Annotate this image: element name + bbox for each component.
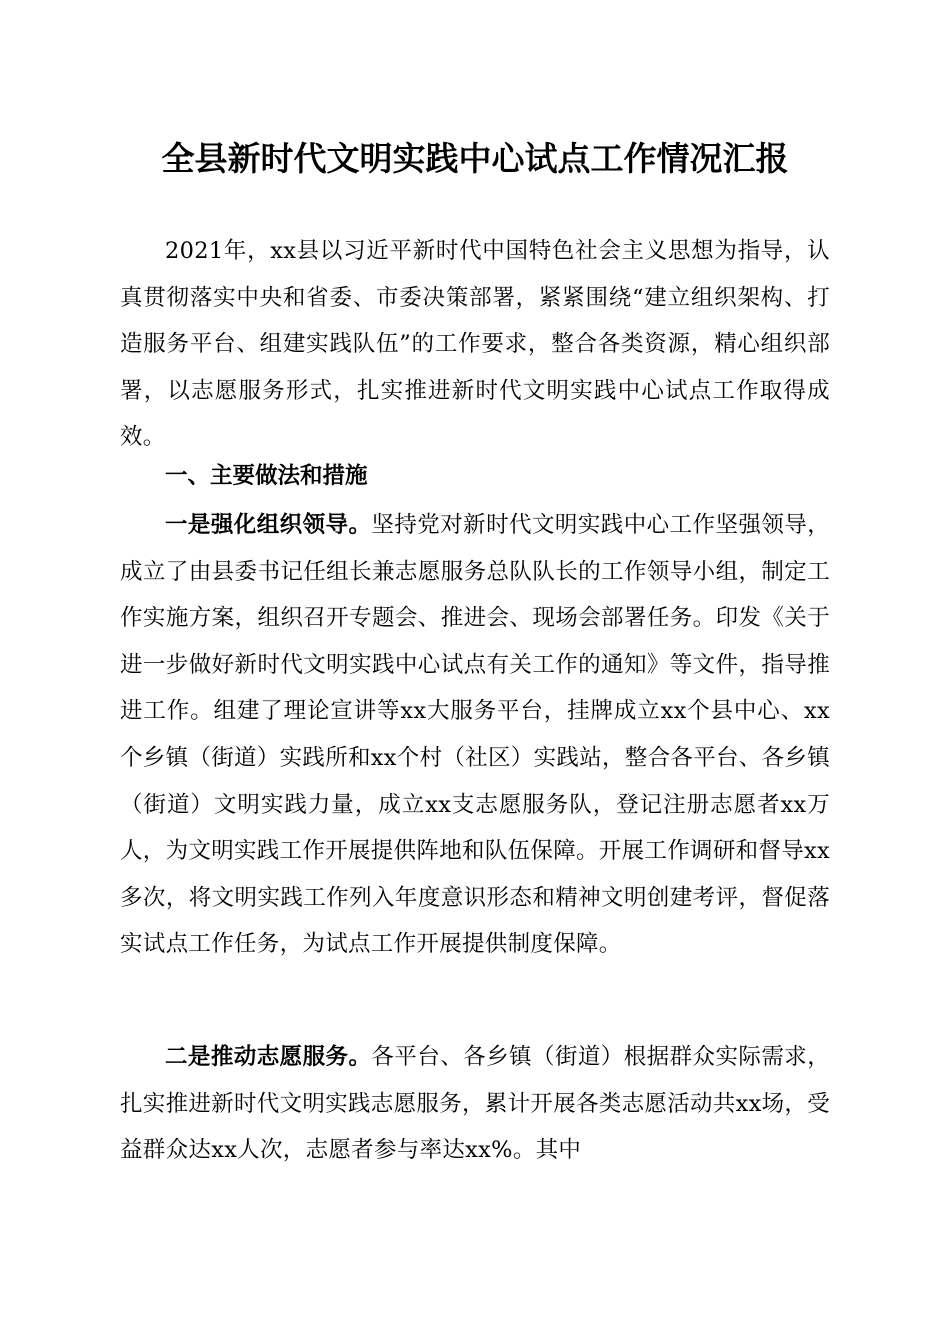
paragraph-body-text: 各平台、各乡镇（街道）根据群众实际需求，扎实推进新时代文明实践志愿服务，累计开展各类志愿活动共xx场，受益群众达xx人次，志愿者参与率达xx%。其中 xyxy=(120,1044,830,1164)
paragraph-lead-text: 二是推动志愿服务。 xyxy=(165,1044,372,1070)
section-heading-main-measures: 一、主要做法和措施 xyxy=(165,463,368,489)
paragraph-lead-text: 一是强化组织领导。 xyxy=(165,512,372,538)
document-title: 全县新时代文明实践中心试点工作情况汇报 xyxy=(161,139,789,178)
paragraph-volunteer-service xyxy=(120,1034,830,1174)
intro-paragraph: 2021年，xx县以习近平新时代中国特色社会主义思想为指导，认真贯彻落实中央和省委、市委决策部署，紧紧围绕“建立组织架构、打造服务平台、组建实践队伍”的工作要求，整合各类资源，精心组织部署，以志愿服务形式，扎实推进新时代文明实践中心试点工作取得成效。 xyxy=(120,238,830,451)
paragraph-body-text: 坚持党对新时代文明实践中心工作坚强领导，成立了由县委书记任组长兼志愿服务总队队长的工作领导小组，制定工作实施方案，组织召开专题会、推进会、现场会部署任务。印发《关于进一步做好新时代文明实践中心试点有关工作的通知》等文件，指导推进工作。组建了理论宣讲等xx大服务平台，挂牌成立xx个县中心、xx个乡镇（街道）实践所和xx个村（社区）实践站，整合各平台、各乡镇（街道）文明实践力量，成立xx支志愿服务队，登记注册志愿者xx万人，为文明实践工作开展提供阵地和队伍保障。开展工作调研和督导xx多次，将文明实践工作列入年度意识形态和精神文明创建考评，督促落实试点工作任务，为试点工作开展提供制度保障。 xyxy=(120,512,830,958)
paragraph-strengthen-leadership xyxy=(120,502,830,968)
